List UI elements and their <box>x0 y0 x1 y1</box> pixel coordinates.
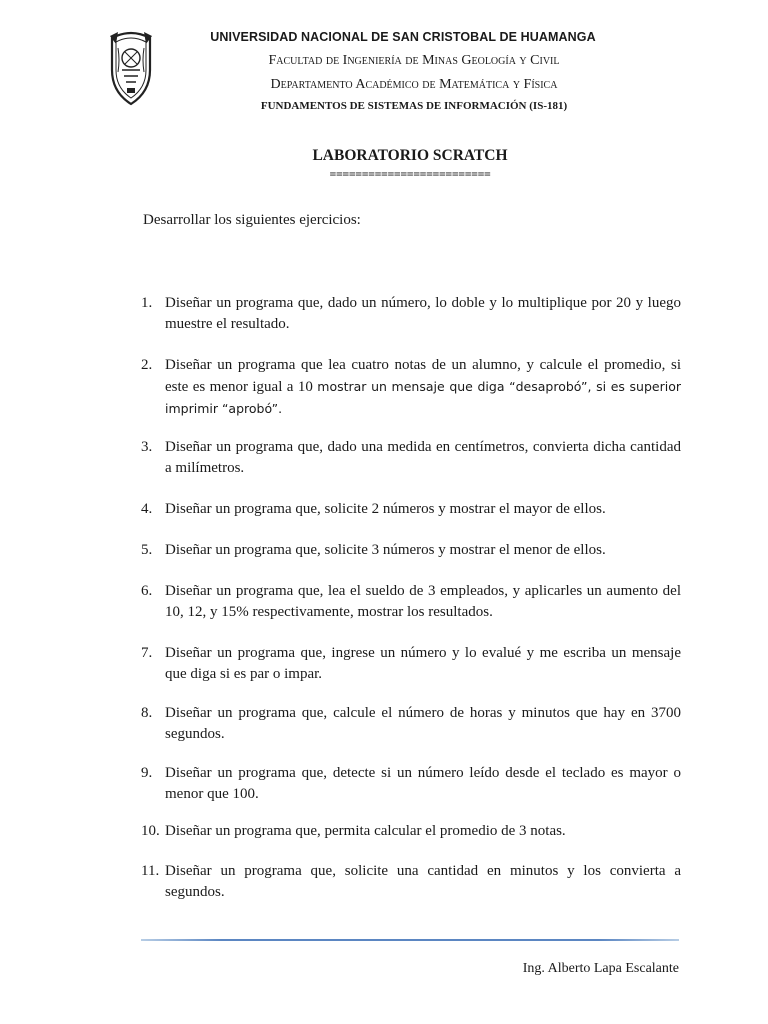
exercise-number: 8. <box>141 705 153 721</box>
exercise-number: 11. <box>141 863 160 879</box>
exercise-text: Diseñar un programa que, calcule el número de horas y minutos que hay en 3700 segundos. <box>165 705 681 742</box>
exercise-text: Diseñar un programa que, dado una medida en centímetros, convierta dicha cantidad a milímetros. <box>165 439 681 476</box>
exercise-text: Diseñar un programa que, detecte si un número leído desde el teclado es mayor o menor que 100. <box>165 765 681 802</box>
exercise-text: Diseñar un programa que, solicite 3 números y mostrar el menor de ellos. <box>165 542 606 558</box>
exercise-item <box>141 861 681 903</box>
exercise-item <box>141 821 681 842</box>
exercise-text: Diseñar un programa que, ingrese un número y lo evalué y me escriba un mensaje que diga si es par o impar. <box>165 645 681 682</box>
exercise-item <box>141 643 681 685</box>
exercise-text: Diseñar un programa que, solicite una cantidad en minutos y los convierta a segundos. <box>165 863 681 900</box>
exercise-number: 3. <box>141 439 153 455</box>
exercise-item <box>141 355 681 420</box>
exercise-number: 2. <box>141 357 153 373</box>
exercise-item <box>141 293 681 335</box>
exercise-item <box>141 540 681 561</box>
university-name: UNIVERSIDAD NACIONAL DE SAN CRISTOBAL DE HUAMANGA <box>210 30 596 44</box>
exercise-item <box>141 581 681 623</box>
footer-author: Ing. Alberto Lapa Escalante <box>522 961 679 976</box>
department-name: Departamento Académico de Matemática y Física <box>270 77 558 92</box>
exercise-text-part: mostrar un mensaje que diga “desaprobó”, si es superior imprimir “aprobó”. <box>165 379 681 416</box>
exercise-number: 1. <box>141 295 153 311</box>
exercise-text: Diseñar un programa que, solicite 2 números y mostrar el mayor de ellos. <box>165 501 606 517</box>
document-title: LABORATORIO SCRATCH <box>312 147 508 164</box>
course-name: FUNDAMENTOS DE SISTEMAS DE INFORMACIÓN (IS-181) <box>260 100 568 112</box>
exercise-number: 5. <box>141 542 153 558</box>
footer-divider <box>141 939 679 941</box>
exercise-number: 6. <box>141 583 153 599</box>
university-seal-icon <box>106 30 156 108</box>
faculty-name: Facultad de Ingeniería de Minas Geología y Civil <box>268 53 560 68</box>
exercise-text <box>165 355 681 420</box>
exercise-number: 4. <box>141 501 153 517</box>
exercise-item <box>141 499 681 520</box>
exercise-number: 9. <box>141 765 153 781</box>
exercise-text-part: Diseñar un programa que lea cuatro notas de un alumno, y calcule el promedio, si este es menor igual a 10 <box>165 357 681 395</box>
title-underline: ========================= <box>329 167 491 181</box>
exercise-number: 10. <box>141 823 160 839</box>
exercise-number: 7. <box>141 645 153 661</box>
exercise-text: Diseñar un programa que, lea el sueldo de 3 empleados, y aplicarles un aumento del 10, 12, y 15% respectivamente, mostrar los resultados. <box>165 583 681 620</box>
intro-text: Desarrollar los siguientes ejercicios: <box>143 212 361 228</box>
exercise-item <box>141 763 681 805</box>
exercise-item <box>141 437 681 479</box>
exercise-item <box>141 703 681 745</box>
exercise-text: Diseñar un programa que, dado un número, lo doble y lo multiplique por 20 y luego muestre el resultado. <box>165 295 681 332</box>
exercise-text: Diseñar un programa que, permita calcular el promedio de 3 notas. <box>165 823 566 839</box>
